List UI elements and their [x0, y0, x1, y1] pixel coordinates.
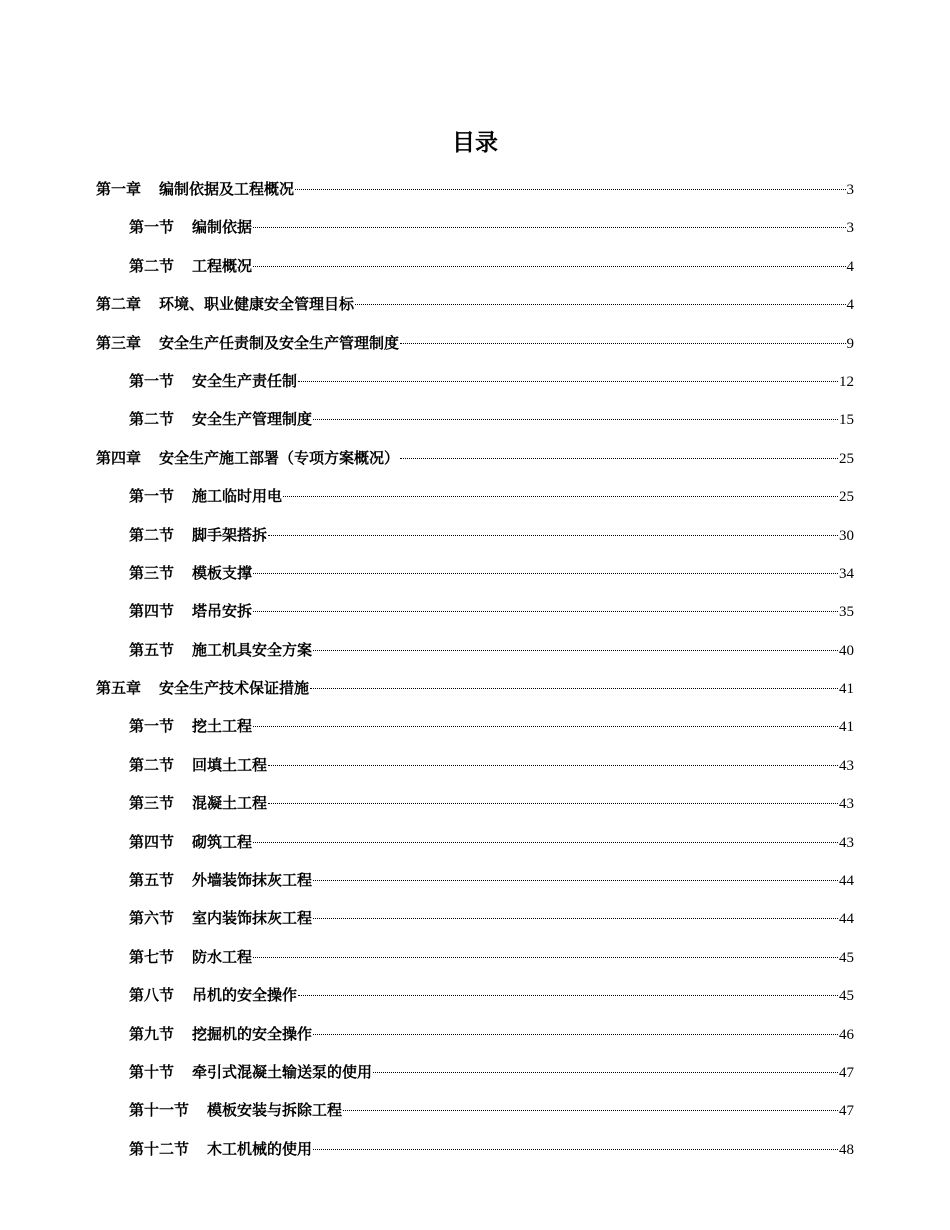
toc-entry-number: 第四节	[129, 832, 175, 851]
toc-section-entry[interactable]	[96, 825, 854, 863]
toc-page-number: 25	[839, 450, 854, 467]
toc-section-entry[interactable]	[96, 748, 854, 786]
toc-entry-text: 挖掘机的安全操作	[192, 1024, 313, 1043]
toc-entry-label	[129, 748, 267, 782]
dot-leader	[253, 842, 838, 843]
toc-entry-label	[129, 249, 252, 283]
toc-page-number: 43	[839, 757, 854, 774]
toc-entry-number: 第五章	[96, 679, 142, 698]
dot-leader	[253, 957, 838, 958]
toc-section-entry[interactable]	[96, 594, 854, 632]
toc-entry-number: 第三章	[96, 333, 142, 352]
toc-entry-text: 混凝土工程	[192, 794, 268, 813]
toc-entry-text: 环境、职业健康安全管理目标	[159, 295, 355, 314]
dot-leader	[313, 650, 838, 651]
toc-entry-number: 第四章	[96, 448, 142, 467]
toc-entry-number: 第一节	[129, 371, 175, 390]
toc-entry-label	[129, 556, 252, 590]
dot-leader	[268, 803, 838, 804]
table-of-contents	[96, 172, 854, 1170]
dot-leader	[313, 1034, 838, 1035]
toc-entry-number: 第一节	[129, 717, 175, 736]
dot-leader	[253, 227, 845, 228]
toc-chapter-entry[interactable]	[96, 287, 854, 325]
toc-section-entry[interactable]	[96, 210, 854, 248]
toc-entry-text: 挖土工程	[192, 717, 253, 736]
toc-entry-text: 外墙装饰抹灰工程	[192, 871, 313, 890]
toc-entry-text: 塔吊安拆	[192, 602, 253, 621]
toc-entry-label	[129, 825, 252, 859]
toc-entry-number: 第十一节	[129, 1101, 190, 1120]
toc-entry-label	[96, 441, 399, 475]
toc-page-number: 4	[846, 297, 854, 314]
toc-section-entry[interactable]	[96, 556, 854, 594]
toc-section-entry[interactable]	[96, 940, 854, 978]
toc-section-entry[interactable]	[96, 901, 854, 939]
toc-entry-label	[129, 901, 312, 935]
toc-page-number: 46	[839, 1026, 854, 1043]
toc-title: 目录	[452, 130, 498, 156]
toc-section-entry[interactable]	[96, 786, 854, 824]
toc-entry-text: 安全生产管理制度	[192, 410, 313, 429]
toc-section-entry[interactable]	[96, 1017, 854, 1055]
toc-page-number: 45	[839, 988, 854, 1005]
toc-entry-text: 安全生产技术保证措施	[159, 679, 310, 698]
toc-entry-number: 第四节	[129, 602, 175, 621]
dot-leader	[268, 535, 838, 536]
toc-entry-number: 第十节	[129, 1062, 175, 1081]
toc-entry-label	[129, 633, 312, 667]
toc-entry-label	[129, 1055, 372, 1089]
dot-leader	[253, 726, 838, 727]
toc-page-number: 41	[839, 681, 854, 698]
toc-chapter-entry[interactable]	[96, 441, 854, 479]
toc-page-number: 4	[846, 258, 854, 275]
toc-section-entry[interactable]	[96, 1055, 854, 1093]
toc-page-number: 12	[839, 373, 854, 390]
dot-leader	[295, 189, 845, 190]
toc-entry-number: 第十二节	[129, 1139, 190, 1158]
toc-page-number: 44	[839, 873, 854, 890]
toc-entry-label	[129, 479, 282, 513]
toc-entry-label	[129, 364, 297, 398]
dot-leader	[253, 611, 838, 612]
dot-leader	[400, 343, 845, 344]
dot-leader	[313, 419, 838, 420]
toc-entry-label	[129, 402, 312, 436]
toc-page-number: 40	[839, 642, 854, 659]
toc-section-entry[interactable]	[96, 479, 854, 517]
toc-entry-label	[129, 786, 267, 820]
toc-page-number: 15	[839, 412, 854, 429]
toc-entry-text: 施工机具安全方案	[192, 640, 313, 659]
toc-page-number: 30	[839, 527, 854, 544]
dot-leader	[253, 266, 845, 267]
toc-entry-text: 脚手架搭拆	[192, 525, 268, 544]
toc-entry-number: 第一节	[129, 487, 175, 506]
toc-entry-number: 第九节	[129, 1024, 175, 1043]
toc-page-number: 48	[839, 1141, 854, 1158]
dot-leader	[283, 496, 838, 497]
toc-entry-label	[129, 709, 252, 743]
toc-entry-text: 安全生产任责制及安全生产管理制度	[159, 333, 400, 352]
toc-entry-number: 第二章	[96, 295, 142, 314]
toc-section-entry[interactable]	[96, 978, 854, 1016]
toc-chapter-entry[interactable]	[96, 326, 854, 364]
toc-page-number: 43	[839, 834, 854, 851]
dot-leader	[298, 381, 838, 382]
toc-entry-text: 施工临时用电	[192, 487, 283, 506]
dot-leader	[400, 458, 838, 459]
toc-entry-text: 砌筑工程	[192, 832, 253, 851]
toc-entry-number: 第二节	[129, 410, 175, 429]
toc-section-entry[interactable]	[96, 1132, 854, 1170]
toc-section-entry[interactable]	[96, 402, 854, 440]
toc-chapter-entry[interactable]	[96, 671, 854, 709]
toc-section-entry[interactable]	[96, 249, 854, 287]
toc-entry-label	[129, 1132, 312, 1166]
toc-page-number: 47	[839, 1064, 854, 1081]
toc-entry-number: 第八节	[129, 986, 175, 1005]
toc-page-number: 45	[839, 949, 854, 966]
toc-entry-number: 第七节	[129, 947, 175, 966]
toc-entry-text: 安全生产责任制	[192, 371, 298, 390]
toc-entry-number: 第三节	[129, 794, 175, 813]
toc-entry-number: 第五节	[129, 871, 175, 890]
toc-entry-label	[129, 1017, 312, 1051]
dot-leader	[355, 304, 845, 305]
toc-entry-text: 模板支撑	[192, 563, 253, 582]
toc-entry-text: 木工机械的使用	[207, 1139, 313, 1158]
toc-page-number: 3	[846, 182, 854, 198]
toc-entry-text: 吊机的安全操作	[192, 986, 298, 1005]
dot-leader	[343, 1110, 838, 1111]
toc-entry-text: 模板安装与拆除工程	[207, 1101, 343, 1120]
dot-leader	[313, 918, 838, 919]
toc-entry-number: 第三节	[129, 563, 175, 582]
toc-section-entry[interactable]	[96, 364, 854, 402]
toc-entry-number: 第二节	[129, 525, 175, 544]
dot-leader	[298, 995, 838, 996]
dot-leader	[310, 688, 838, 689]
toc-entry-text: 回填土工程	[192, 755, 268, 774]
toc-section-entry[interactable]	[96, 633, 854, 671]
toc-page-number: 41	[839, 719, 854, 736]
dot-leader	[373, 1072, 838, 1073]
toc-entry-number: 第二节	[129, 256, 175, 275]
toc-entry-label	[96, 326, 399, 360]
toc-page-number: 35	[839, 604, 854, 621]
dot-leader	[313, 880, 838, 881]
toc-section-entry[interactable]	[96, 709, 854, 747]
dot-leader	[268, 765, 838, 766]
toc-entry-label	[129, 594, 252, 628]
dot-leader	[313, 1149, 838, 1150]
toc-entry-label	[129, 210, 252, 244]
toc-page-number: 34	[839, 565, 854, 582]
toc-entry-label	[129, 518, 267, 552]
toc-page-number: 44	[839, 911, 854, 928]
toc-entry-text: 工程概况	[192, 256, 253, 275]
toc-entry-text: 牵引式混凝土输送泵的使用	[192, 1062, 373, 1081]
toc-entry-label	[96, 287, 354, 321]
toc-entry-label	[129, 940, 252, 974]
toc-page-number: 3	[846, 220, 854, 237]
toc-page-number: 25	[839, 489, 854, 506]
toc-entry-number: 第五节	[129, 640, 175, 659]
toc-entry-text: 安全生产施工部署（专项方案概况）	[159, 448, 400, 467]
toc-chapter-entry[interactable]	[96, 172, 854, 210]
toc-page-number: 47	[839, 1103, 854, 1120]
toc-entry-text: 防水工程	[192, 947, 253, 966]
toc-entry-text: 编制依据	[192, 218, 253, 237]
toc-page-number: 9	[846, 335, 854, 352]
toc-entry-text: 编制依据及工程概况	[159, 180, 295, 198]
toc-entry-label	[96, 671, 309, 705]
toc-section-entry[interactable]	[96, 1093, 854, 1131]
toc-entry-number: 第一章	[96, 180, 142, 198]
toc-entry-label	[129, 863, 312, 897]
toc-section-entry[interactable]	[96, 518, 854, 556]
toc-entry-number: 第二节	[129, 755, 175, 774]
toc-entry-label	[129, 978, 297, 1012]
toc-entry-label	[96, 172, 294, 206]
toc-page-number: 43	[839, 796, 854, 813]
toc-entry-number: 第六节	[129, 909, 175, 928]
toc-section-entry[interactable]	[96, 863, 854, 901]
toc-entry-text: 室内装饰抹灰工程	[192, 909, 313, 928]
toc-entry-number: 第一节	[129, 218, 175, 237]
dot-leader	[253, 573, 838, 574]
toc-entry-label	[129, 1093, 342, 1127]
